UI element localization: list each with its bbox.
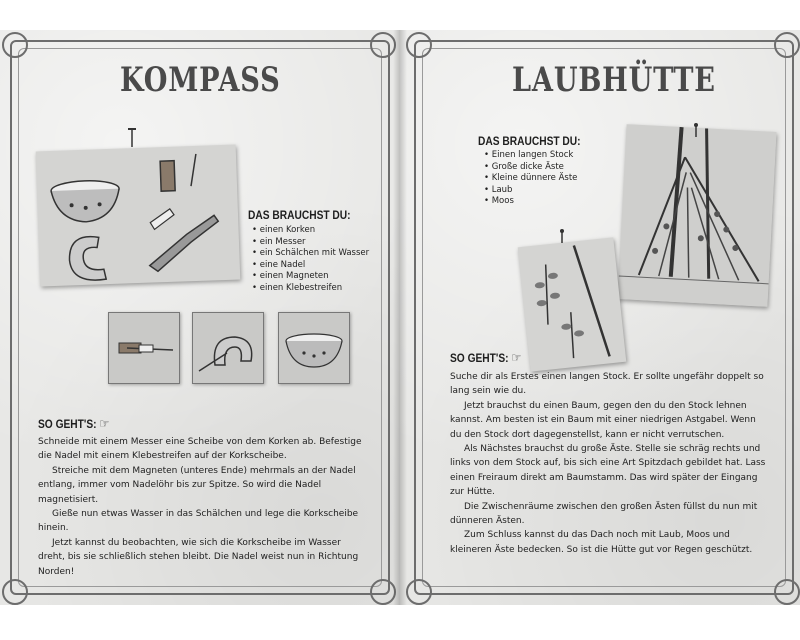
list-item: • Laub	[484, 185, 604, 197]
instructions-text	[450, 370, 768, 557]
leaf-hut-illustration	[618, 124, 777, 307]
paragraph: Jetzt kannst du beobachten, wie sich die Korkscheibe im Wasser dreht, bis sie schließlich stehen bleibt. Die Nadel weist nun in Richtung Norden!	[38, 537, 359, 577]
list-item: • Moos	[484, 196, 604, 208]
step-thumbnail-magnet	[192, 312, 264, 384]
materials-list	[484, 150, 604, 208]
left-page	[0, 30, 400, 605]
page-title: LAUBHÜTTE	[512, 60, 716, 100]
corner-ornament	[2, 579, 28, 605]
paragraph: Suche dir als Erstes einen langen Stock. Er sollte ungefähr doppelt so lang sein wie du.	[450, 372, 764, 397]
steps-heading	[450, 350, 521, 366]
page-title: KOMPASS	[120, 60, 281, 100]
sticks-photo	[518, 237, 627, 371]
hut-photo	[618, 124, 777, 307]
paragraph: Streiche mit dem Magneten (unteres Ende) mehrmals an der Nadel entlang, immer vom Nadelöhr bis zur Spitze. So wird die Nadel magnetisiert.	[38, 465, 356, 505]
corner-ornament	[774, 32, 800, 58]
list-item: • einen Klebestreifen	[252, 283, 392, 295]
sticks-illustration	[518, 237, 627, 371]
book-spread	[0, 30, 800, 605]
steps-heading-label: SO GEHT'S:	[450, 351, 509, 365]
steps-heading-label: SO GEHT'S:	[38, 417, 97, 431]
book-gutter	[393, 30, 407, 605]
list-item: • Große dicke Äste	[484, 162, 604, 174]
paragraph: Schneide mit einem Messer eine Scheibe von dem Korken ab. Befestige die Nadel mit einem Klebestreifen auf der Korkscheibe.	[38, 437, 362, 462]
right-page	[400, 30, 800, 605]
list-item: • Kleine dünnere Äste	[484, 173, 604, 185]
pointing-hand-icon: ☞	[99, 416, 110, 431]
list-item: • einen Magneten	[252, 271, 392, 283]
paragraph: Jetzt brauchst du einen Baum, gegen den du den Stock lehnen kannst. Am besten ist ein Baum mit einer niedrigen Astgabel. Wenn du den Stock dort dagegenstellst, kann er nicht verrutschen.	[450, 400, 756, 440]
pin-icon	[692, 122, 700, 136]
corner-ornament	[406, 32, 432, 58]
paragraph: Gieße nun etwas Wasser in das Schälchen und lege die Korkscheibe hinein.	[38, 509, 359, 534]
materials-heading: DAS BRAUCHST DU:	[478, 134, 581, 148]
corner-ornament	[774, 579, 800, 605]
list-item: • ein Messer	[252, 237, 392, 249]
materials-photo	[36, 145, 241, 287]
instructions-text	[38, 435, 368, 579]
paragraph: Als Nächstes brauchst du große Äste. Stelle sie schräg rechts und links von dem Stock auf, bis sich eine Art Spitzdach gebildet hat. Lass einen Freiraum direkt am Baumstamm. Das wird später der Eingang zur Hütte.	[450, 444, 766, 498]
step-thumbnail-bowl	[278, 312, 350, 384]
corner-ornament	[406, 579, 432, 605]
pin-icon	[558, 228, 566, 242]
list-item: • Einen langen Stock	[484, 150, 604, 162]
pin-icon	[128, 127, 136, 147]
step-thumbnail-cork-needle	[108, 312, 180, 384]
list-item: • einen Korken	[252, 225, 392, 237]
list-item: • ein Schälchen mit Wasser	[252, 248, 392, 260]
materials-heading: DAS BRAUCHST DU:	[248, 208, 351, 222]
corner-ornament	[2, 32, 28, 58]
compass-materials-illustration	[36, 145, 241, 287]
materials-list	[252, 225, 392, 294]
paragraph: Die Zwischenräume zwischen den großen Ästen füllst du nun mit dünneren Ästen.	[450, 501, 758, 527]
steps-heading	[38, 416, 109, 432]
pointing-hand-icon: ☞	[511, 350, 522, 365]
list-item: • eine Nadel	[252, 260, 392, 272]
paragraph: Zum Schluss kannst du das Dach noch mit Laub, Moos und kleineren Äste bedecken. So ist die Hütte gut vor Regen geschützt.	[450, 530, 753, 555]
